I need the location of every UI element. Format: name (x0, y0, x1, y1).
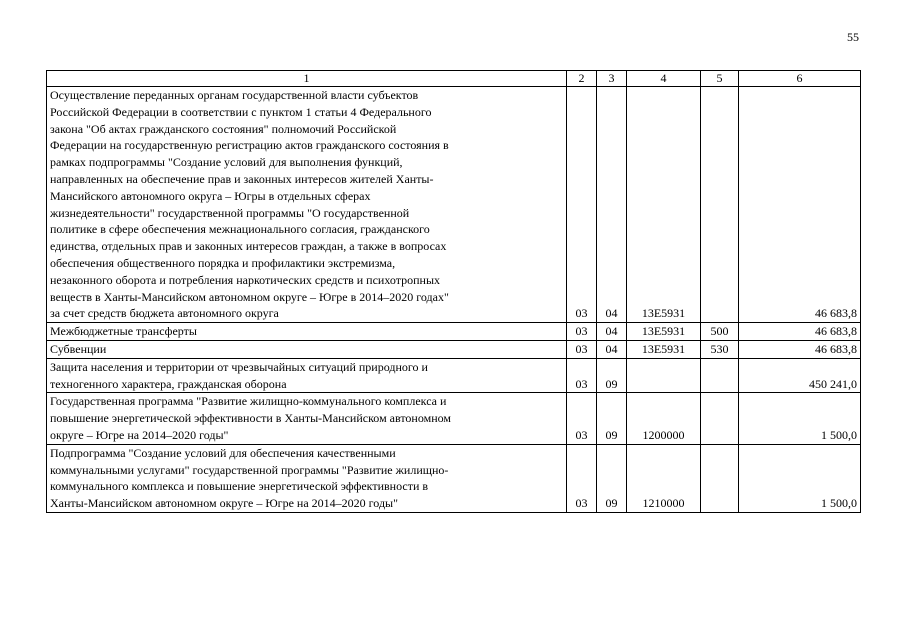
amount-cell: 1 500,0 (739, 393, 861, 444)
target-code-cell: 13Е5931 (627, 323, 701, 341)
section-code-cell: 03 (567, 340, 597, 358)
table-row (47, 393, 861, 444)
target-code-cell: 1200000 (627, 393, 701, 444)
row-name-cell: Защита населения и территории от чрезвычайных ситуаций природного и техногенного характера, гражданская оборона (47, 358, 567, 393)
page-number: 55 (847, 30, 859, 44)
expense-type-cell (701, 358, 739, 393)
row-name-cell: Государственная программа "Развитие жилищно-коммунального комплекса и повышение энергетической эффективности в Ханты-Мансийском автономном округе – Югре на 2014–2020 годы" (47, 393, 567, 444)
target-code-cell: 13Е5931 (627, 340, 701, 358)
amount-cell: 46 683,8 (739, 323, 861, 341)
target-code-cell (627, 358, 701, 393)
table-row (47, 444, 861, 512)
column-header-1: 1 (47, 71, 567, 87)
expense-type-cell (701, 444, 739, 512)
section-code-cell: 03 (567, 444, 597, 512)
row-name-cell: Субвенции (47, 340, 567, 358)
expense-type-cell (701, 393, 739, 444)
row-name-cell: Межбюджетные трансферты (47, 323, 567, 341)
subsection-code-cell: 09 (597, 393, 627, 444)
table-row (47, 323, 861, 341)
table-row (47, 358, 861, 393)
expense-type-cell: 500 (701, 323, 739, 341)
amount-cell: 450 241,0 (739, 358, 861, 393)
column-header-5: 5 (701, 71, 739, 87)
section-code-cell: 03 (567, 87, 597, 323)
amount-cell: 46 683,8 (739, 340, 861, 358)
amount-cell: 46 683,8 (739, 87, 861, 323)
expense-type-cell (701, 87, 739, 323)
section-code-cell: 03 (567, 393, 597, 444)
column-header-3: 3 (597, 71, 627, 87)
subsection-code-cell: 04 (597, 87, 627, 323)
column-header-4: 4 (627, 71, 701, 87)
subsection-code-cell: 04 (597, 323, 627, 341)
target-code-cell: 13Е5931 (627, 87, 701, 323)
column-header-2: 2 (567, 71, 597, 87)
subsection-code-cell: 09 (597, 444, 627, 512)
header-row (47, 71, 861, 87)
expense-type-cell: 530 (701, 340, 739, 358)
table-row (47, 340, 861, 358)
column-header-6: 6 (739, 71, 861, 87)
target-code-cell: 1210000 (627, 444, 701, 512)
subsection-code-cell: 04 (597, 340, 627, 358)
subsection-code-cell: 09 (597, 358, 627, 393)
row-name-cell: Осуществление переданных органам государственной власти субъектов Российской Федерации в соответствии с пунктом 1 статьи 4 Федерального закона "Об актах гражданского состояния" полномочий Российской Федерации на государственную регистрацию актов гражданского состояния в рамках подпрограммы "Создание условий для выполнения функций, направленных на обеспечение прав и законных интересов жителей Ханты- Мансийского автономного округа – Югры в отдельных сферах жизнедеятельности" государственной программы "О государственной политике в сфере обеспечения межнационального согласия, гражданского единства, отдельных прав и законных интересов граждан, а также в вопросах обеспечения общественного порядка и профилактики экстремизма, незаконного оборота и потребления наркотических средств и психотропных веществ в Ханты-Мансийском автономном округе – Югре в 2014–2020 годах" за счет средств бюджета автономного округа (47, 87, 567, 323)
section-code-cell: 03 (567, 358, 597, 393)
amount-cell: 1 500,0 (739, 444, 861, 512)
table-row (47, 87, 861, 323)
row-name-cell: Подпрограмма "Создание условий для обеспечения качественными коммунальными услугами" государственной программы "Развитие жилищно- коммунального комплекса и повышение энергетической эффективности в Ханты-Мансийском автономном округе – Югре на 2014–2020 годы" (47, 444, 567, 512)
section-code-cell: 03 (567, 323, 597, 341)
budget-table (46, 70, 861, 513)
